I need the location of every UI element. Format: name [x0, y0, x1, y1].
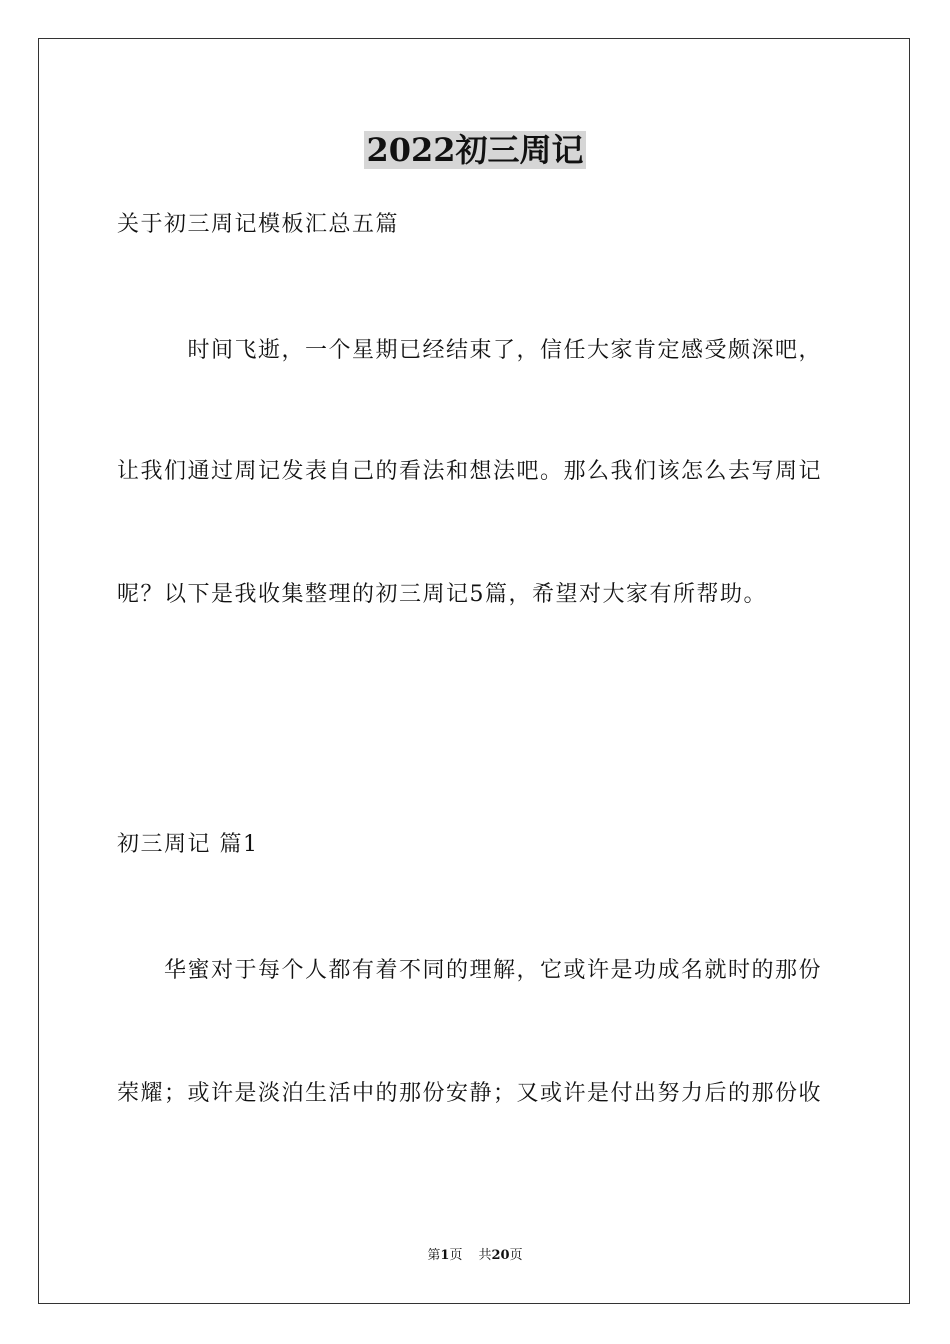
document-title-text: 2022初三周记: [366, 131, 584, 169]
footer-page-number: 1: [440, 1248, 450, 1263]
document-title: [0, 128, 950, 172]
page-footer: [0, 1247, 950, 1265]
footer-total-prefix: 共: [478, 1248, 492, 1263]
intro-line-1: 时间飞逝，一个星期已经结束了，信任大家肯定感受颇深吧，: [117, 338, 823, 363]
footer-page-prefix: 第: [427, 1248, 441, 1263]
footer-page-suffix: 页: [449, 1248, 463, 1263]
section-heading: 初三周记 篇1: [117, 832, 259, 857]
intro-line-3: 呢？以下是我收集整理的初三周记5篇，希望对大家有所帮助。: [117, 582, 767, 607]
document-subtitle: 关于初三周记模板汇总五篇: [117, 212, 400, 237]
intro-line-2: 让我们通过周记发表自己的看法和想法吧。那么我们该怎么去写周记: [117, 459, 823, 484]
section-line-2: 荣耀；或许是淡泊生活中的那份安静；又或许是付出努力后的那份收: [117, 1081, 823, 1106]
section-line-1: 华蜜对于每个人都有着不同的理解，它或许是功成名就时的那份: [117, 958, 823, 983]
footer-total-suffix: 页: [509, 1248, 523, 1263]
footer-total-pages: 20: [491, 1248, 510, 1263]
